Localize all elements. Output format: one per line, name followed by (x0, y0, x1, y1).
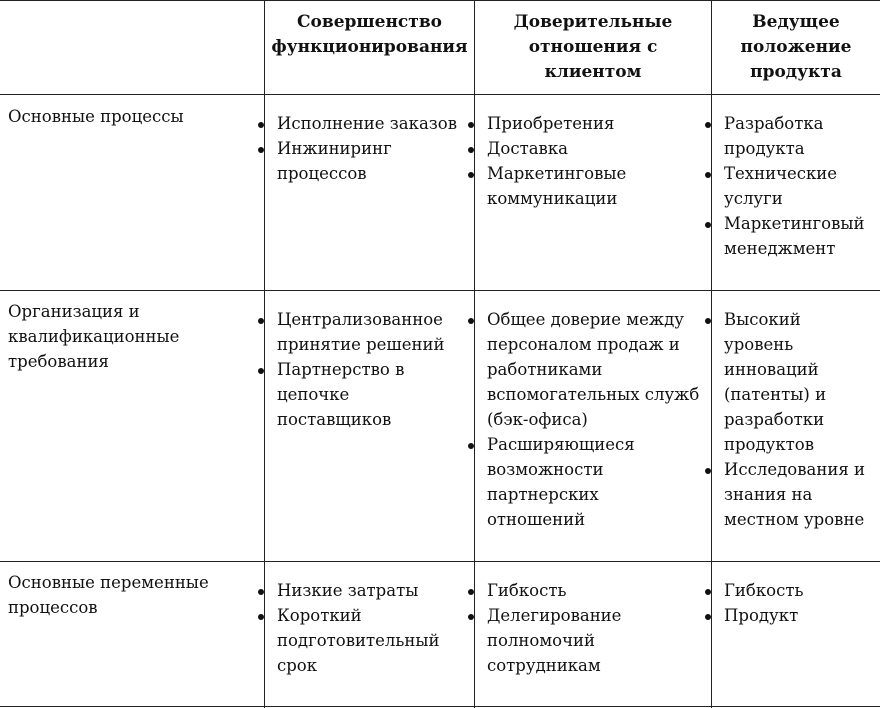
list-item: Маркетинговые коммуникации (475, 161, 647, 211)
cell-r1-c3 (712, 111, 880, 261)
list-item: Гибкость (712, 578, 880, 603)
cell-r3-c3 (712, 578, 880, 628)
list-item: Общее доверие между персоналом продаж и работниками вспомогательных служб (бэк-офиса) (475, 307, 705, 432)
list-item: Партнерство в цепочке поставщиков (265, 357, 407, 432)
rule-bottom (0, 706, 880, 707)
cell-r3-c2 (475, 578, 711, 678)
cell-r3-c1 (265, 578, 474, 678)
list-item: Расширяющиеся возможности партнерских отношений (475, 432, 647, 532)
cell-r2-c2 (475, 307, 711, 532)
list-item: Делегирование полномочий сотрудникам (475, 603, 637, 678)
list-item: Исследования и знания на местном уровне (712, 457, 880, 532)
list-item: Маркетинговый менеджмент (712, 211, 880, 261)
cell-r1-c1 (265, 111, 474, 186)
rule-top (0, 0, 880, 1)
rule-row-2 (0, 561, 880, 562)
list-item: Доставка (475, 136, 711, 161)
header-col-1: Совершенство функционирования (271, 12, 468, 57)
row-label-organization: Организация и квалификационные требования (8, 302, 180, 371)
cell-r2-c1 (265, 307, 474, 432)
list-item: Централизованное принятие решений (265, 307, 462, 357)
list-item: Короткий подготовительный срок (265, 603, 457, 678)
list-item: Исполнение заказов (265, 111, 474, 136)
list-item: Высокий уровень инноваций (патенты) и разработки продуктов (712, 307, 849, 457)
list-item: Технические услуги (712, 161, 849, 211)
list-item: Разработка продукта (712, 111, 829, 161)
list-item: Низкие затраты (265, 578, 474, 603)
list-item: Приобретения (475, 111, 711, 136)
list-item: Инжиниринг процессов (265, 136, 397, 186)
list-item: Гибкость (475, 578, 711, 603)
row-label-processes: Основные процессы (8, 107, 184, 126)
header-col-2: Доверительные отношения с клиентом (513, 12, 673, 82)
row-label-variables: Основные переменные процессов (8, 573, 209, 617)
list-item: Продукт (712, 603, 880, 628)
rule-row-1 (0, 290, 880, 291)
header-col-3: Ведущее положение продукта (740, 12, 852, 82)
cell-r1-c2 (475, 111, 711, 211)
cell-r2-c3 (712, 307, 880, 532)
rule-header (0, 94, 880, 95)
